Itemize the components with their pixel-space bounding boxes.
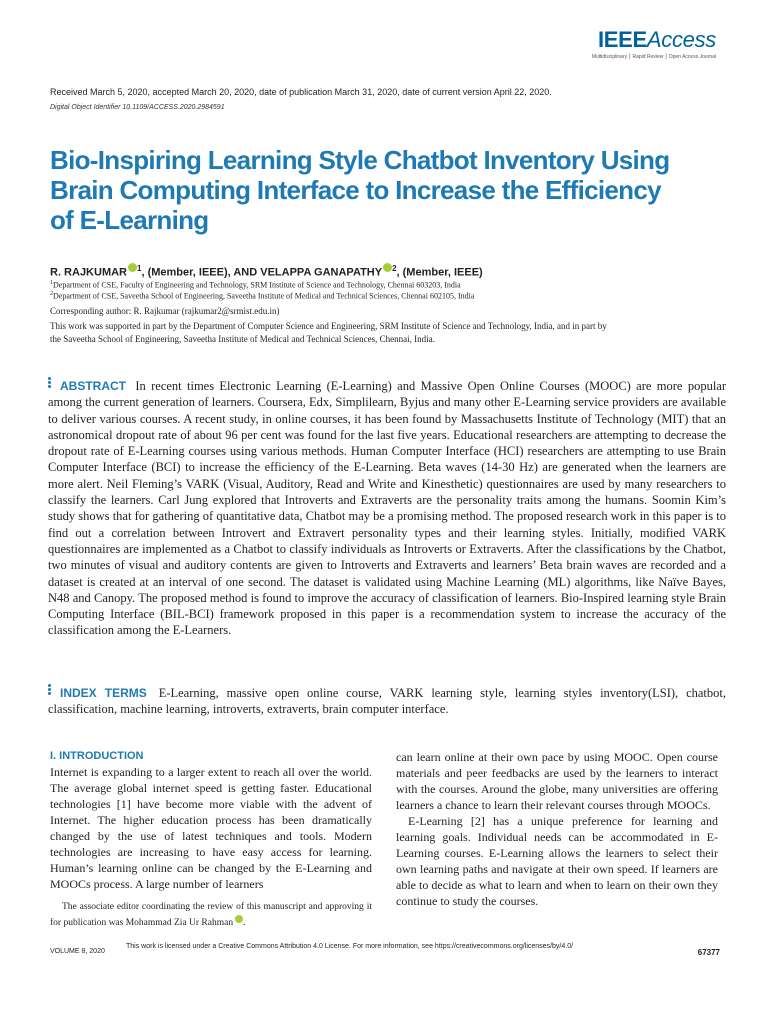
- logo-access: Access: [646, 27, 716, 52]
- funding-statement: This work was supported in part by the Department of Computer Science and Engineering, SRM Institute of Science and Technology, India, and in part by the Saveetha School of Engineering, Saveetha Institute of Medical and Technical Sciences, Chennai, India.: [50, 321, 607, 344]
- intro-paragraph-2: can learn online at their own pace by using MOOC. Open course materials and peer feedbacks are used by the learners to interact with the courses. Around the globe, many universities are offering learners a chance to learn their relevant courses through MOOCs.: [396, 750, 718, 812]
- affiliation-2-text: Department of CSE, Saveetha School of Engineering, Saveetha Institute of Medical and Technical Sciences, Chennai 602105, India: [53, 291, 475, 301]
- right-column: [396, 749, 718, 909]
- intro-paragraph-3: E-Learning [2] has a unique preference for learning and learning goals. Individual needs can be accommodated in E-Learning courses. E-Learning allows the learners to select their own learning paths and navigate at their own speed. If learners are able to decide as what to learn and when to learn on their own they continue to study the courses.: [396, 814, 718, 908]
- index-terms: [48, 683, 726, 718]
- author-1-name: R. RAJKUMAR: [50, 266, 127, 279]
- author-2-sup: 2: [392, 264, 397, 273]
- ieee-access-logo: [592, 28, 716, 60]
- affiliation-2: [50, 289, 740, 302]
- abstract: [48, 376, 726, 639]
- author-1-role: , (Member, IEEE), AND: [141, 266, 261, 279]
- doi: Digital Object Identifier 10.1109/ACCESS.2020.2984591: [50, 104, 225, 111]
- author-1-sup: 1: [137, 264, 142, 273]
- affiliation-1-text: Department of CSE, Faculty of Engineering and Technology, SRM Institute of Science and Technology, Chennai 603203, India: [53, 280, 461, 290]
- paper-title: Bio-Inspiring Learning Style Chatbot Inventory Using Brain Computing Interface to Increase the Efficiency of E-Learning: [50, 145, 670, 235]
- section-marker-icon: [48, 376, 54, 389]
- abstract-text: In recent times Electronic Learning (E-Learning) and Massive Open Online Courses (MOOC) are more popular among the current generation of learners. Coursera, Edx, Simplilearn, Byjus and many other E-Learning service providers are available to deliver various courses. A recent study, in online courses, it has been found by Massachusetts Institute of Technology (MIT) that an astronomical dropout rate of about 96 per cent was found for the last five years. Educational researchers are attempting to decrease the dropout rate of E-Learning courses using various methods. Human Computer Interface (HCI) researchers are attempting to use Brain Computer Interface (BCI) to increase the efficiency of the E-Learning. Beta waves (14-30 Hz) are generated when the learners are more alert. Neil Fleming’s VARK (Visual, Auditory, Read and Write and Kinesthetic) questionnaires are used by many researchers to classify the learners. Carl Jung explored that Introverts and Extraverts are the personality traits among the humans. Soomin Kim’s study shows that for gathering of quantitative data, Chatbot may be a promising method. The proposed research work in this paper is to find out a correlation between Introvert and Extravert personality types and their learning styles. Initially, modified VARK questionnaires are implemented as a Chatbot to classify individuals as Introverts or Extraverts. After the classifications by the Chatbot, two minutes of visual and auditory contents are given to Introverts and Extraverts and learners’ Beta brain waves are recorded and a dataset is created at an interval of one second. The dataset is validated using Machine Learning (ML) algorithms, like Naïve Bayes, N48 and Canopy. The proposed method is found to improve the accuracy of classification of learners. Bio-Inspired learning style Brain Computing Interface (BIL-BCI) framework proposed in this paper is a recommendation system to increase the accuracy of the classification among the E-Learners.: [48, 379, 726, 638]
- section-heading-introduction: I. INTRODUCTION: [50, 750, 144, 762]
- intro-paragraph-1: Internet is expanding to a larger extent to reach all over the world. The average global internet speed is getting faster. Educational technologies [1] have become more viable with the advent of Internet. The higher education process has been dramatically changed by the use of latest techniques and tools. Modern technologies are increasing to have easy access for learning. Human’s learning online can be changed by the E-Learning and MOOCs process. A large number of learners: [50, 765, 372, 891]
- editor-note-text: The associate editor coordinating the review of this manuscript and approving it for publication was Mohammad Zia Ur Rahman: [50, 902, 372, 928]
- page-footer: [50, 943, 720, 958]
- index-terms-label: INDEX TERMS: [60, 686, 147, 700]
- affiliation-2-sup: 2: [50, 291, 53, 297]
- publication-dates: Received March 5, 2020, accepted March 20, 2020, date of publication March 31, 2020, date of current version April 22, 2020.: [50, 87, 552, 97]
- abstract-label: ABSTRACT: [60, 379, 126, 393]
- license-notice: This work is licensed under a Creative Commons Attribution 4.0 License. For more information, see https://creativecommons.org/licenses/by/4.0/: [126, 943, 574, 950]
- index-terms-text: E-Learning, massive open online course, VARK learning style, learning styles inventory(LSI), chatbot, classification, machine learning, introverts, extraverts, brain computer interface.: [48, 686, 726, 717]
- corresponding-author: Corresponding author: R. Rajkumar (rajkumar2@srmist.edu.in): [50, 306, 280, 316]
- affiliation-1-sup: 1: [50, 280, 53, 286]
- logo-ieee: IEEE: [597, 27, 647, 52]
- author-2-role: , (Member, IEEE): [396, 266, 483, 279]
- logo-wordmark: [592, 28, 716, 52]
- logo-tagline: Multidisciplinary ⎮ Rapid Review ⎮ Open Access Journal: [591, 54, 716, 60]
- volume-label: VOLUME 8, 2020: [50, 948, 105, 955]
- section-marker-icon: [48, 683, 54, 696]
- left-column: [50, 748, 372, 892]
- page-number: 67377: [697, 948, 720, 957]
- orcid-icon[interactable]: [235, 915, 243, 923]
- orcid-icon[interactable]: [383, 263, 392, 272]
- author-2-name: VELAPPA GANAPATHY: [260, 266, 383, 279]
- orcid-icon[interactable]: [128, 263, 137, 272]
- associate-editor-note: The associate editor coordinating the review of this manuscript and approving it for publication was Mohammad Zia Ur Rahman .: [50, 902, 372, 928]
- author-line: [50, 262, 730, 280]
